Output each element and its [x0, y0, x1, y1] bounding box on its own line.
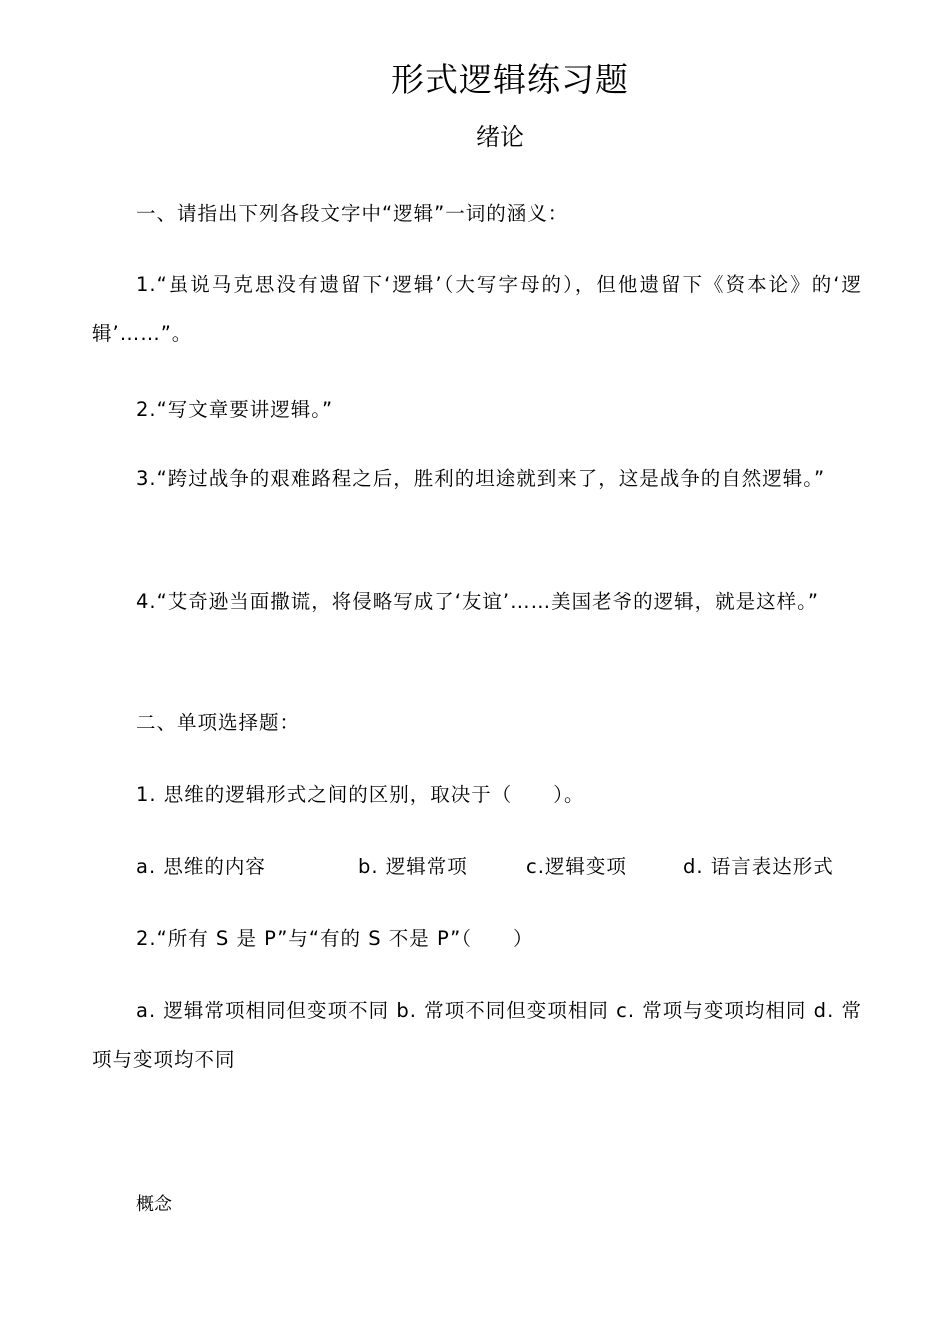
page-title: 形式逻辑练习题 [391, 60, 629, 99]
section1-heading: 一、请指出下列各段文字中“逻辑”一词的涵义： [136, 202, 569, 225]
question-2-options: a. 逻辑常项相同但变项不同 b. 常项不同但变项相同 c. 常项与变项均相同 d. 常项与变项均不同 [92, 999, 862, 1071]
question-1-option-a: a. 思维的内容 [136, 855, 266, 878]
section1-item-1: 1.“虽说马克思没有遗留下‘逻辑’（大写字母的），但他遗留下《资本论》的‘逻辑’……”。 [92, 273, 862, 345]
section1-item-4: 4.“艾奇逊当面撒谎，将侵略写成了‘友谊’……美国老爷的逻辑，就是这样。” [136, 590, 819, 613]
next-section-heading: 概念 [136, 1194, 172, 1215]
question-1-option-c: c.逻辑变项 [526, 855, 627, 878]
section1-item-3: 3.“跨过战争的艰难路程之后，胜利的坦途就到来了，这是战争的自然逻辑。” [136, 467, 826, 490]
chapter-subtitle: 绪论 [476, 123, 524, 151]
question-2-stem: 2.“所有 S 是 P”与“有的 S 不是 P”（ ） [136, 927, 534, 950]
question-1-option-b: b. 逻辑常项 [358, 855, 468, 878]
section2-heading: 二、单项选择题： [136, 711, 301, 734]
question-1-option-d: d. 语言表达形式 [683, 855, 834, 878]
section1-item-2: 2.“写文章要讲逻辑。” [136, 398, 334, 421]
question-1-stem: 1. 思维的逻辑形式之间的区别，取决于（ ）。 [136, 783, 585, 806]
